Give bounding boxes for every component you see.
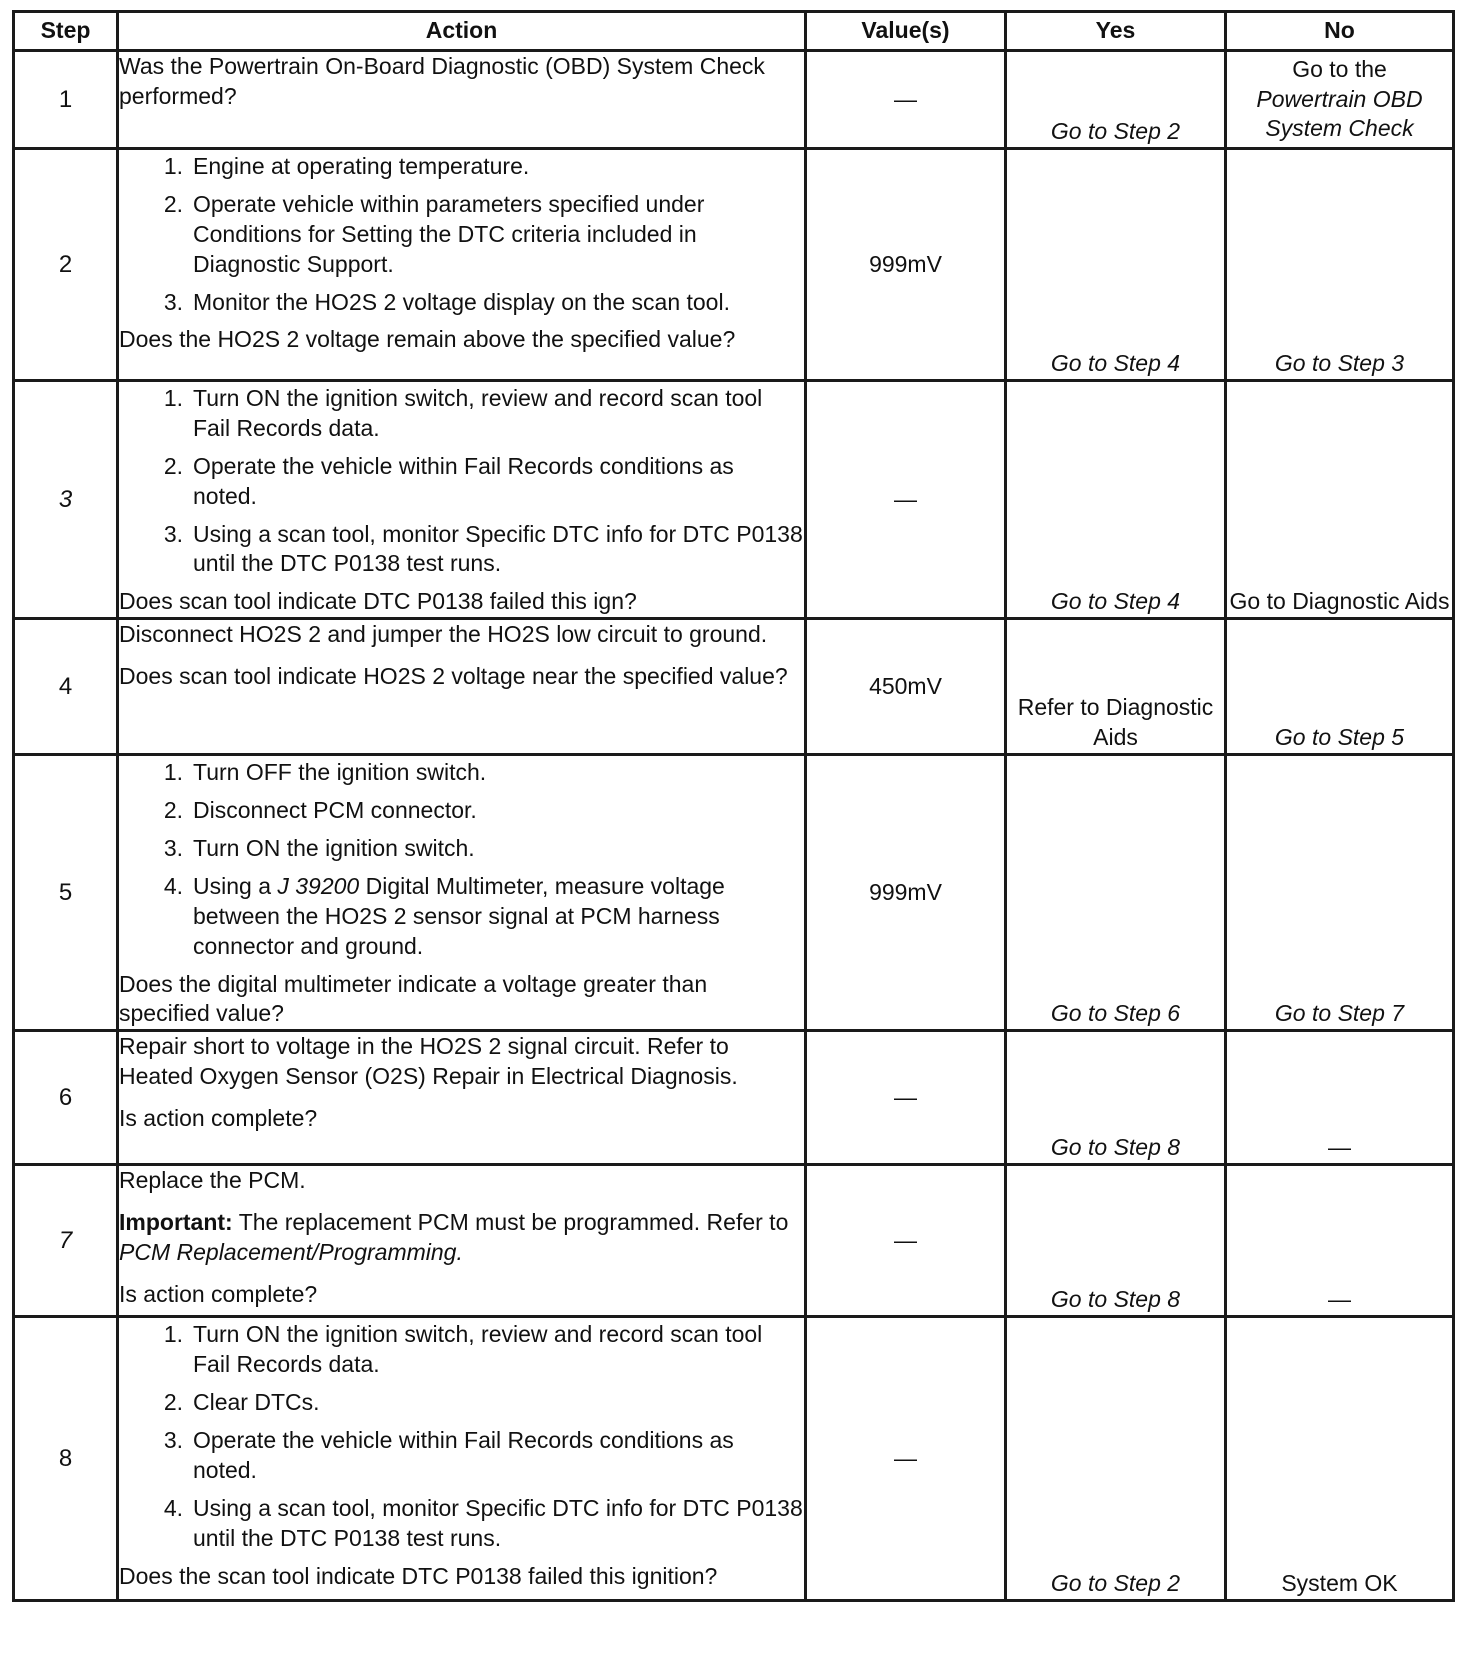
yes-link[interactable]: Go to Step 8: [1006, 1165, 1226, 1317]
list-item: 1. Engine at operating temperature.: [163, 153, 530, 179]
action-question: Was the Powertrain On-Board Diagnostic (OBD) System Check performed?: [119, 53, 765, 109]
no-link[interactable]: [1226, 51, 1454, 149]
important-note: Important: The replacement PCM must be programmed. Refer to PCM Replacement/Programming.: [119, 1209, 789, 1266]
header-action: Action: [118, 12, 806, 51]
action-question: Is action complete?: [119, 1105, 318, 1132]
list-item: 3. Operate the vehicle within Fail Records conditions as noted.: [163, 1427, 734, 1483]
step-number: 6: [14, 1031, 118, 1165]
header-step: Step: [14, 12, 118, 51]
action-instruction: Disconnect HO2S 2 and jumper the HO2S low circuit to ground.: [119, 621, 768, 648]
header-values: Value(s): [806, 12, 1006, 51]
step-number: 3: [14, 381, 118, 619]
step-number: 7: [14, 1165, 118, 1317]
step-number: 5: [14, 755, 118, 1031]
no-value: —: [1226, 1165, 1454, 1317]
action-cell: [118, 755, 806, 1031]
table-row-step-8: [14, 1317, 1454, 1601]
list-item: 2. Clear DTCs.: [163, 1389, 320, 1416]
value-cell: 999mV: [806, 149, 1006, 381]
table-row-step-5: [14, 755, 1454, 1031]
no-value: —: [1226, 1031, 1454, 1165]
list-item: 2. Operate vehicle within parameters specified under Conditions for Setting the DTC criteria included in Diagnostic Support.: [163, 190, 705, 277]
value-cell: —: [806, 381, 1006, 619]
step-number: 2: [14, 149, 118, 381]
yes-link[interactable]: Go to Step 8: [1006, 1031, 1226, 1165]
no-link-prefix: Go to the: [1292, 55, 1387, 82]
action-question: Does the HO2S 2 voltage remain above the specified value?: [119, 326, 736, 353]
table-row-step-7: [14, 1165, 1454, 1317]
action-cell: [118, 1165, 806, 1317]
list-item: 2. Operate the vehicle within Fail Records conditions as noted.: [163, 452, 734, 509]
value-cell: 450mV: [806, 619, 1006, 755]
yes-link[interactable]: Go to Step 6: [1006, 755, 1226, 1031]
tool-reference: J 39200: [277, 872, 360, 899]
important-label: Important:: [119, 1209, 233, 1236]
no-link[interactable]: Go to Step 5: [1226, 619, 1454, 755]
action-cell: [118, 619, 806, 755]
table-row-step-3: [14, 381, 1454, 619]
header-no: No: [1226, 12, 1454, 51]
value-cell: —: [806, 51, 1006, 149]
action-cell: [118, 1031, 806, 1165]
action-question: Does scan tool indicate DTC P0138 failed this ign?: [119, 588, 637, 615]
header-row: [14, 12, 1454, 51]
no-link[interactable]: System OK: [1226, 1317, 1454, 1601]
action-cell: [118, 149, 806, 381]
no-link[interactable]: Go to Diagnostic Aids: [1226, 381, 1454, 619]
no-link[interactable]: Go to Step 3: [1226, 149, 1454, 381]
list-item: 3. Monitor the HO2S 2 voltage display on the scan tool.: [163, 288, 730, 315]
table-row-step-6: [14, 1031, 1454, 1165]
yes-link[interactable]: Go to Step 2: [1006, 1317, 1226, 1601]
list-item: 1. Turn OFF the ignition switch.: [163, 759, 487, 786]
cross-reference: PCM Replacement/Programming.: [119, 1239, 463, 1266]
value-cell: —: [806, 1031, 1006, 1165]
step-number: 4: [14, 619, 118, 755]
no-link-target: Powertrain OBD System Check: [1256, 85, 1423, 142]
table-row-step-1: [14, 51, 1454, 149]
action-question: Does the digital multimeter indicate a voltage greater than specified value?: [119, 970, 708, 1027]
diagnostic-table: [12, 10, 1455, 1602]
header-yes: Yes: [1006, 12, 1226, 51]
no-link[interactable]: Go to Step 7: [1226, 755, 1454, 1031]
list-item: 2. Disconnect PCM connector.: [163, 797, 477, 824]
yes-link[interactable]: Go to Step 4: [1006, 149, 1226, 381]
action-question: Is action complete?: [119, 1281, 318, 1308]
yes-link[interactable]: Go to Step 2: [1006, 51, 1226, 149]
value-cell: —: [806, 1317, 1006, 1601]
value-cell: —: [806, 1165, 1006, 1317]
list-item: 4. Using a scan tool, monitor Specific DTC info for DTC P0138 until the DTC P0138 test runs.: [163, 1494, 803, 1551]
list-item: 3. Turn ON the ignition switch.: [163, 835, 475, 862]
value-cell: 999mV: [806, 755, 1006, 1031]
list-item: 1. Turn ON the ignition switch, review and record scan tool Fail Records data.: [163, 1321, 763, 1378]
step-number: 1: [14, 51, 118, 149]
yes-link[interactable]: Go to Step 4: [1006, 381, 1226, 619]
action-instruction: Replace the PCM.: [119, 1167, 306, 1194]
action-question: Does scan tool indicate HO2S 2 voltage near the specified value?: [119, 663, 788, 690]
action-cell: [118, 381, 806, 619]
list-item: 1. Turn ON the ignition switch, review and record scan tool Fail Records data.: [163, 385, 763, 441]
table-row-step-4: [14, 619, 1454, 755]
list-item: 4. Using a J 39200 Digital Multimeter, measure voltage between the HO2S 2 sensor signal at PCM harness connector and ground.: [163, 872, 725, 959]
yes-link[interactable]: Refer to Diagnostic Aids: [1006, 619, 1226, 755]
step-number: 8: [14, 1317, 118, 1601]
list-item: 3. Using a scan tool, monitor Specific DTC info for DTC P0138 until the DTC P0138 test runs.: [163, 520, 803, 577]
table-row-step-2: [14, 149, 1454, 381]
action-cell: [118, 1317, 806, 1601]
action-instruction: Repair short to voltage in the HO2S 2 signal circuit. Refer to Heated Oxygen Sensor (O2S) Repair in Electrical Diagnosis.: [119, 1033, 738, 1090]
action-question: Does the scan tool indicate DTC P0138 failed this ignition?: [119, 1562, 718, 1589]
action-cell: [118, 51, 806, 149]
